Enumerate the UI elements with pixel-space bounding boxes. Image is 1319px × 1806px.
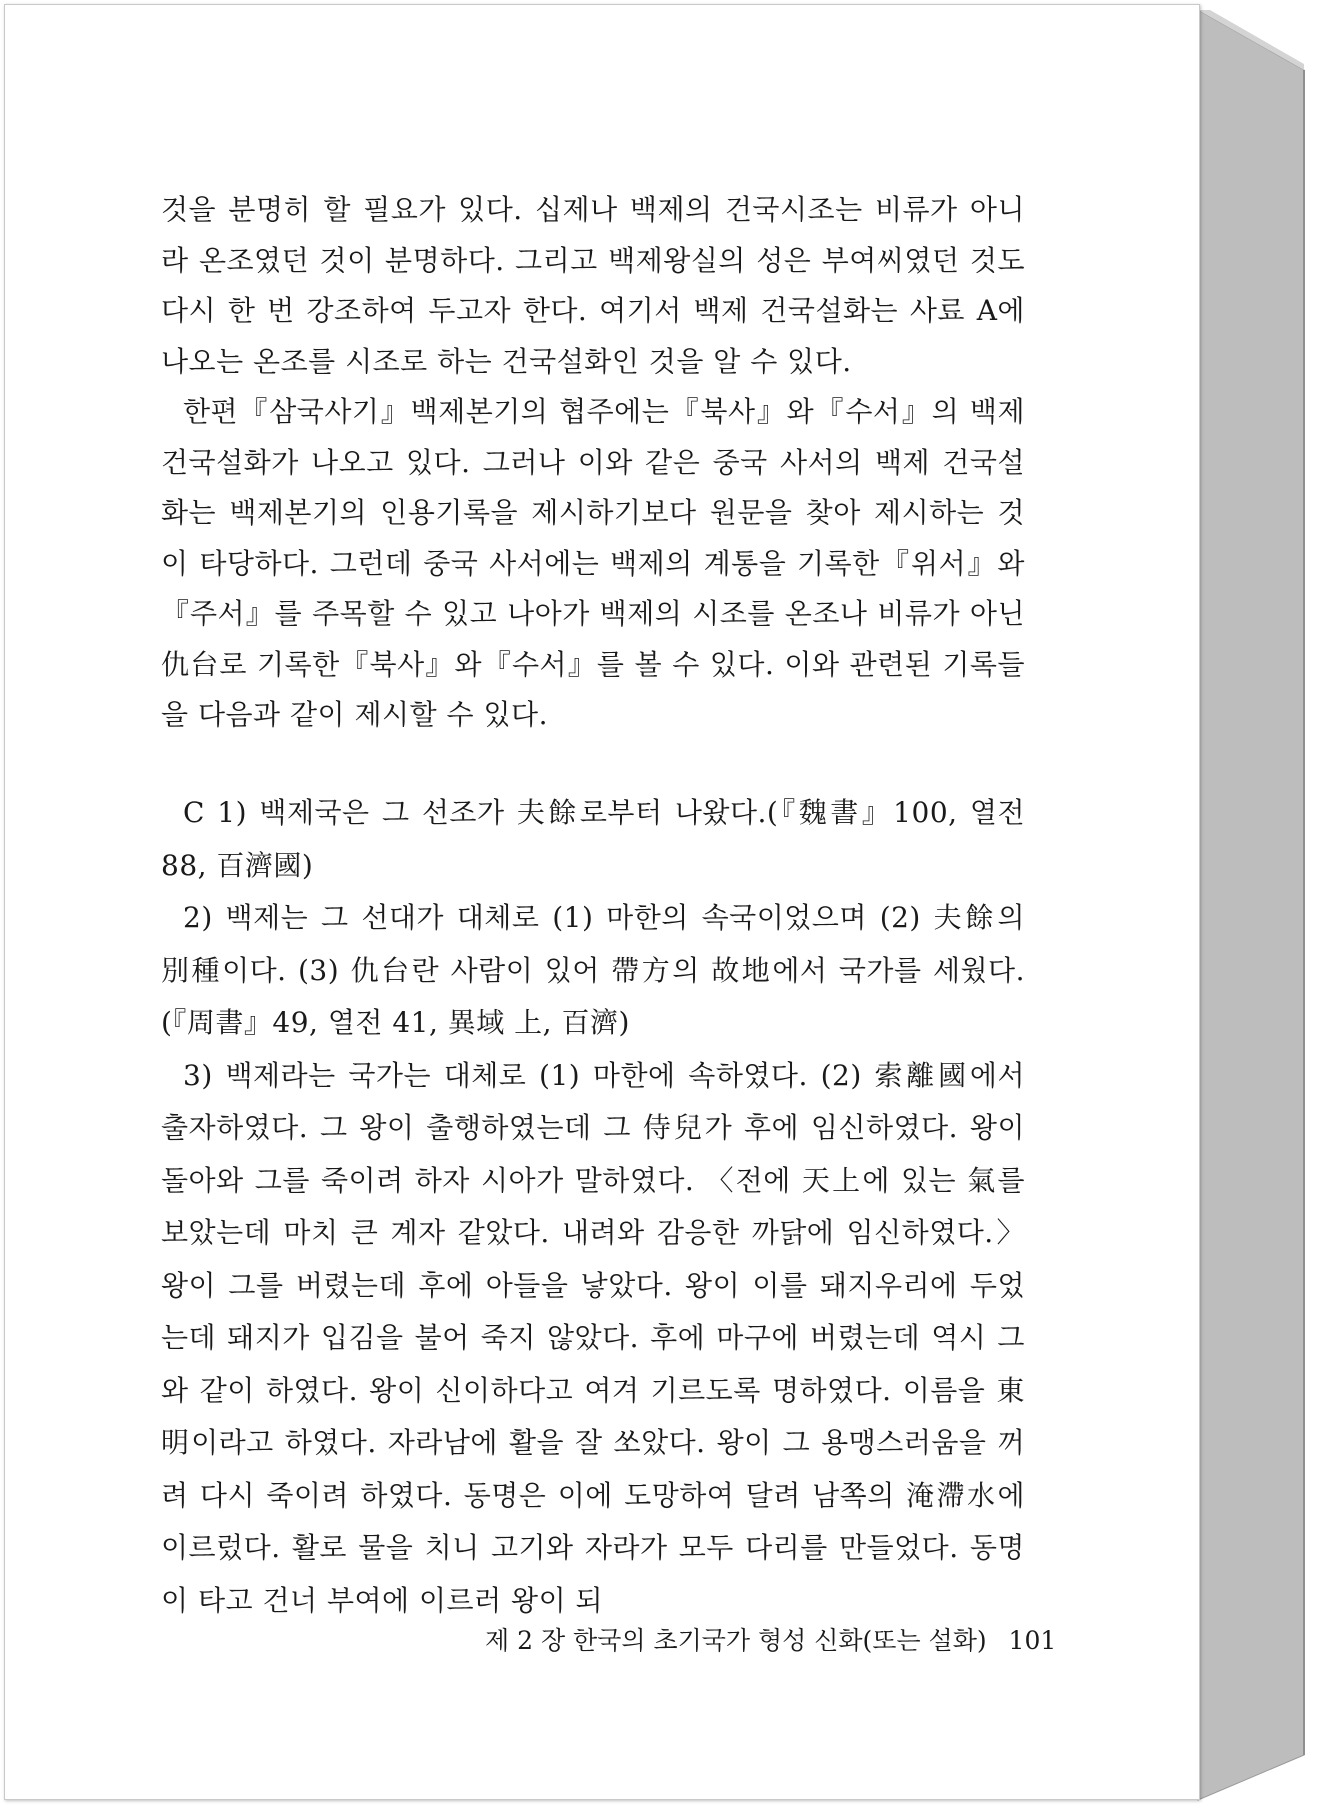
citation-item: 2) 백제는 그 선대가 대체로 (1) 마한의 속국이었으며 (2) 夫餘의 別種이다. (3) 仇台란 사람이 있어 帶方의 故地에서 국가를 세웠다.(『周書』49, 열전 41, 異域 上, 百濟): [161, 901, 1025, 1039]
citation-item: C 1) 백제국은 그 선조가 夫餘로부터 나왔다.(『魏書』100, 열전 88, 百濟國): [161, 796, 1025, 882]
book-page: [4, 4, 1200, 1800]
citation-block: [161, 787, 1025, 1627]
body-text: [161, 185, 1025, 741]
chapter-title: 제 2 장 한국의 초기국가 형성 신화(또는 설화): [485, 1626, 987, 1655]
page-number: 101: [1008, 1626, 1057, 1655]
body-paragraph: 한편『삼국사기』백제본기의 협주에는『북사』와『수서』의 백제 건국설화가 나오고 있다. 그러나 이와 같은 중국 사서의 백제 건국설화는 백제본기의 인용기록을 제시하기보다 원문을 찾아 제시하는 것이 타당하다. 그런데 중국 사서에는 백제의 계통을 기록한『위서』와『주서』를 주목할 수 있고 나아가 백제의 시조를 온조나 비류가 아닌 仇台로 기록한『북사』와『수서』를 볼 수 있다. 이와 관련된 기록들을 다음과 같이 제시할 수 있다.: [161, 395, 1025, 731]
body-paragraph: 것을 분명히 할 필요가 있다. 십제나 백제의 건국시조는 비류가 아니라 온조였던 것이 분명하다. 그리고 백제왕실의 성은 부여씨였던 것도 다시 한 번 강조하여 두고자 한다. 여기서 백제 건국설화는 사료 A에 나오는 온조를 시조로 하는 건국설화인 것을 알 수 있다.: [161, 193, 1025, 378]
citation-item: 3) 백제라는 국가는 대체로 (1) 마한에 속하였다. (2) 索離國에서 출자하였다. 그 왕이 출행하였는데 그 侍兒가 후에 임신하였다. 왕이 돌아와 그를 죽이려 하자 시아가 말하였다. 〈전에 天上에 있는 氣를 보았는데 마치 큰 계자 같았다. 내려와 감응한 까닭에 임신하였다.〉 왕이 그를 버렸는데 후에 아들을 낳았다. 왕이 이를 돼지우리에 두었는데 돼지가 입김을 불어 죽지 않았다. 후에 마구에 버렸는데 역시 그와 같이 하였다. 왕이 신이하다고 여겨 기르도록 명하였다. 이름을 東明이라고 하였다. 자라남에 활을 잘 쏘았다. 왕이 그 용맹스러움을 꺼려 다시 죽이려 하였다. 동명은 이에 도망하여 달려 남쪽의 淹滯水에 이르렀다. 활로 물을 치니 고기와 자라가 모두 다리를 만들었다. 동명이 타고 건너 부여에 이르러 왕이 되: [161, 1058, 1025, 1617]
page-footer: [485, 1621, 1057, 1657]
